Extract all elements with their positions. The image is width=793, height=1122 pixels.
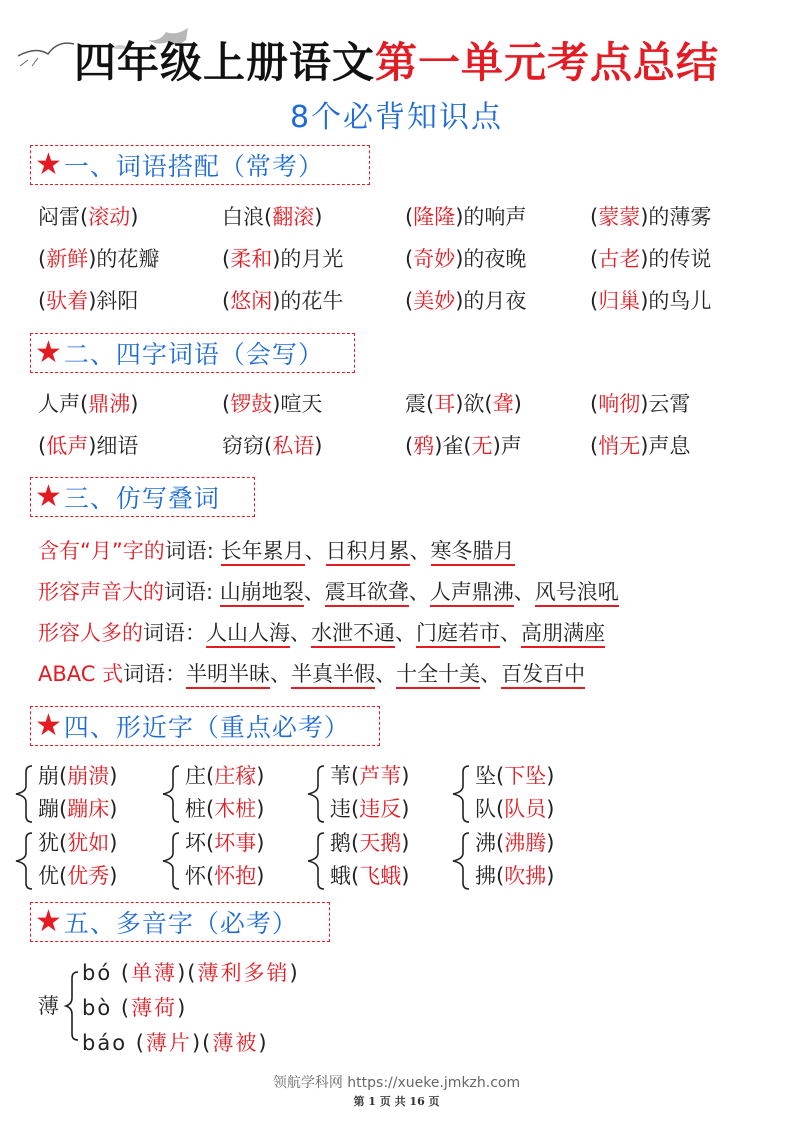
similar-char-item	[330, 793, 409, 826]
collocation-item	[38, 245, 159, 273]
idiom-answer: 聋	[492, 392, 514, 416]
reduplication-word: 风号浪吼	[535, 580, 619, 607]
idiom-text: )云霄	[640, 392, 691, 416]
collocation-item	[590, 203, 711, 231]
brace-icon	[12, 831, 36, 891]
paren: )	[191, 1031, 203, 1055]
separator: 、	[290, 621, 311, 645]
polyphone-reading	[82, 957, 300, 990]
paren: )	[109, 831, 118, 855]
pinyin: bò	[82, 996, 121, 1020]
paren: (	[120, 996, 132, 1020]
reduplication-suffix: 词语：	[123, 662, 187, 686]
page-number: 第 1 页 共 16 页	[353, 1095, 440, 1108]
similar-char-word: 崩溃	[67, 764, 110, 788]
polyphone-char: 薄	[38, 994, 59, 1018]
separator: 、	[270, 662, 292, 686]
idiom-answer: 耳	[434, 392, 456, 416]
idiom-text: )细语	[88, 434, 139, 458]
collocation-answer: 翻滚	[272, 205, 315, 229]
reduplication-word: 百发百中	[501, 662, 585, 689]
page-subtitle: 8个必背知识点	[289, 100, 504, 135]
paren: (	[206, 864, 215, 888]
similar-char: 蹦	[38, 797, 59, 821]
polyphone-word: 薄片	[145, 1031, 192, 1055]
collocation-text: (	[405, 247, 414, 271]
paren: )	[546, 764, 555, 788]
reduplication-line	[38, 577, 619, 607]
star-icon: ★	[35, 708, 62, 743]
similar-char-word: 下坠	[504, 764, 547, 788]
brace-icon	[12, 764, 36, 824]
title-black-part: 四年级上册语文	[73, 38, 375, 87]
reduplication-word: 半真半假	[291, 662, 375, 689]
similar-char: 沸	[475, 831, 496, 855]
idiom-text: 窃窃(	[222, 434, 273, 458]
paren: (	[351, 864, 360, 888]
idiom-text: )欲(	[455, 392, 493, 416]
star-icon: ★	[35, 904, 62, 939]
page-title	[0, 30, 793, 90]
similar-char-word: 优秀	[67, 864, 110, 888]
idiom-answer: 无	[471, 434, 493, 458]
idiom-text: )喧天	[272, 392, 323, 416]
collocation-item	[405, 287, 526, 315]
idiom-answer: 私语	[272, 434, 315, 458]
title-red-part: 第一单元考点总结	[375, 38, 720, 87]
idiom-text: (	[590, 434, 599, 458]
star-icon: ★	[35, 147, 62, 182]
similar-char: 桩	[185, 797, 206, 821]
separator: 、	[395, 621, 416, 645]
paren: (	[135, 1031, 146, 1055]
collocation-text: 白浪(	[222, 205, 273, 229]
idiom-item	[38, 390, 138, 418]
similar-char-item	[38, 860, 117, 893]
similar-char-word: 坏事	[214, 831, 257, 855]
paren: (	[59, 764, 68, 788]
brace-icon	[304, 831, 328, 891]
section-title: 二、四字词语（会写）	[63, 340, 324, 369]
collocation-text: (	[38, 247, 47, 271]
similar-char-word: 队员	[504, 797, 547, 821]
polyphone-word: 薄利多销	[197, 961, 290, 985]
collocation-answer: 归巢	[598, 289, 641, 313]
separator: 、	[500, 621, 521, 645]
pinyin: bó	[82, 961, 121, 985]
collocation-text: )	[130, 205, 139, 229]
paren: )	[546, 831, 555, 855]
idiom-text: (	[38, 434, 47, 458]
reduplication-label: 含有“月”字的	[38, 539, 165, 563]
brace-icon	[159, 831, 183, 891]
reduplication-line	[38, 618, 605, 648]
paren: (	[496, 831, 505, 855]
polyphone-word: 薄荷	[131, 996, 178, 1020]
paren: (	[351, 764, 360, 788]
paren: )	[256, 864, 265, 888]
paren: )	[177, 961, 188, 985]
collocation-text: )的鸟儿	[640, 289, 712, 313]
similar-char: 蛾	[330, 864, 351, 888]
idiom-text: (	[590, 392, 599, 416]
similar-char-item	[330, 827, 409, 860]
paren: )	[401, 864, 410, 888]
paren: )	[546, 864, 555, 888]
similar-char-item	[475, 860, 554, 893]
collocation-text: )的花瓣	[88, 247, 160, 271]
collocation-answer: 驮着	[46, 289, 89, 313]
polyphone-reading	[82, 992, 187, 1025]
similar-char-item	[475, 793, 554, 826]
idiom-answer: 鼎沸	[88, 392, 131, 416]
collocation-text: (	[590, 247, 599, 271]
similar-char: 违	[330, 797, 351, 821]
similar-char: 崩	[38, 764, 59, 788]
similar-char-word: 庄稼	[214, 764, 257, 788]
collocation-answer: 新鲜	[46, 247, 89, 271]
paren: (	[59, 864, 68, 888]
reduplication-word: 人声鼎沸	[430, 580, 514, 607]
paren: (	[59, 831, 68, 855]
collocation-text: )的夜晚	[455, 247, 527, 271]
section-title: 一、词语搭配（常考）	[63, 152, 324, 181]
reduplication-label: 形容声音大的	[38, 580, 164, 604]
collocation-item	[38, 287, 138, 315]
section-heading-four-char	[30, 333, 355, 373]
star-icon: ★	[35, 335, 62, 370]
collocation-item	[38, 203, 138, 231]
reduplication-word: 水泄不通	[311, 621, 395, 648]
paren: (	[206, 764, 215, 788]
idiom-item	[222, 432, 322, 460]
similar-char: 拂	[475, 864, 496, 888]
section-title: 四、形近字（重点必考）	[63, 713, 350, 742]
similar-char-word: 怀抱	[214, 864, 257, 888]
paren: )	[401, 764, 410, 788]
similar-char-word: 芦苇	[359, 764, 402, 788]
collocation-text: )的薄雾	[640, 205, 712, 229]
similar-char-word: 违反	[359, 797, 402, 821]
idiom-item	[405, 432, 522, 460]
paren: )	[177, 996, 188, 1020]
similar-char-item	[38, 827, 117, 860]
idiom-item	[590, 390, 690, 418]
reduplication-word: 人山人海	[206, 621, 290, 648]
collocation-text: )斜阳	[88, 289, 139, 313]
reduplication-suffix: 词语：	[143, 621, 206, 645]
paren: )	[109, 764, 118, 788]
collocation-answer: 隆隆	[413, 205, 456, 229]
collocation-text: )的传说	[640, 247, 712, 271]
polyphone-word: 薄被	[212, 1031, 259, 1055]
collocation-item	[590, 245, 711, 273]
paren: )	[256, 831, 265, 855]
similar-char: 庄	[185, 764, 206, 788]
collocation-answer: 柔和	[230, 247, 273, 271]
section-heading-similar-chars	[30, 706, 380, 746]
brace-icon	[449, 764, 473, 824]
idiom-text: (	[222, 392, 231, 416]
reduplication-word: 日积月累	[326, 539, 410, 566]
similar-char-item	[38, 793, 117, 826]
reduplication-suffix: 词语:	[164, 539, 221, 563]
paren: (	[202, 1031, 213, 1055]
similar-char: 坠	[475, 764, 496, 788]
separator: 、	[303, 580, 325, 604]
collocation-text: )	[314, 205, 323, 229]
separator: 、	[408, 580, 430, 604]
similar-char-word: 沸腾	[504, 831, 547, 855]
idiom-text: 震(	[405, 392, 435, 416]
similar-char-item	[330, 760, 409, 793]
paren: (	[206, 831, 215, 855]
paren: (	[496, 864, 505, 888]
similar-char: 坏	[185, 831, 206, 855]
collocation-text: (	[590, 205, 599, 229]
paren: )	[256, 764, 265, 788]
similar-char-word: 蹦床	[67, 797, 110, 821]
similar-char-item	[38, 760, 117, 793]
separator: 、	[375, 662, 397, 686]
similar-char: 优	[38, 864, 59, 888]
collocation-text: )的月夜	[455, 289, 527, 313]
reduplication-word: 高朋满座	[521, 621, 605, 648]
separator: 、	[409, 539, 431, 563]
similar-char: 鹅	[330, 831, 351, 855]
brace-icon	[449, 831, 473, 891]
idiom-answer: 响彻	[598, 392, 641, 416]
collocation-text: )的花牛	[272, 289, 344, 313]
collocation-item	[405, 203, 526, 231]
brace-icon	[304, 764, 328, 824]
collocation-item	[590, 287, 711, 315]
paren: (	[120, 961, 132, 985]
similar-char-item	[185, 827, 264, 860]
paren: )	[289, 961, 300, 985]
idiom-answer: 低声	[46, 434, 89, 458]
paren: (	[59, 797, 68, 821]
paren: (	[496, 797, 505, 821]
similar-char-word: 犹如	[67, 831, 110, 855]
reduplication-word: 长年累月	[221, 539, 305, 566]
idiom-text: )	[513, 392, 522, 416]
reduplication-label: 形容人多的	[38, 621, 143, 645]
paren: )	[109, 797, 118, 821]
separator: 、	[480, 662, 502, 686]
reduplication-word: 半明半昧	[186, 662, 270, 689]
reduplication-line	[38, 659, 585, 689]
section-title: 五、多音字（必考）	[63, 909, 298, 938]
collocation-text: 闷雷(	[38, 205, 89, 229]
collocation-text: (	[222, 247, 231, 271]
similar-char-word: 木桩	[214, 797, 257, 821]
idiom-answer: 鸦	[413, 434, 435, 458]
collocation-answer: 蒙蒙	[598, 205, 641, 229]
collocation-text: )的响声	[455, 205, 527, 229]
reduplication-line	[38, 536, 515, 566]
idiom-item	[222, 390, 322, 418]
idiom-answer: 悄无	[598, 434, 641, 458]
separator: 、	[513, 580, 535, 604]
reduplication-word: 寒冬腊月	[431, 539, 515, 566]
idiom-answer: 锣鼓	[230, 392, 273, 416]
similar-char: 怀	[185, 864, 206, 888]
reduplication-word: 门庭若市	[416, 621, 500, 648]
collocation-answer: 古老	[598, 247, 641, 271]
similar-char-item	[330, 860, 409, 893]
collocation-answer: 滚动	[88, 205, 131, 229]
paren: )	[256, 797, 265, 821]
collocation-item	[405, 245, 526, 273]
paren: (	[496, 764, 505, 788]
idiom-item	[590, 432, 690, 460]
similar-char-item	[475, 760, 554, 793]
collocation-text: (	[222, 289, 231, 313]
section-title: 三、仿写叠词	[63, 484, 220, 513]
collocation-answer: 奇妙	[413, 247, 456, 271]
similar-char-item	[475, 827, 554, 860]
pinyin: báo	[82, 1031, 136, 1055]
reduplication-word: 山崩地裂	[220, 580, 304, 607]
star-icon: ★	[35, 479, 62, 514]
paren: (	[351, 831, 360, 855]
idiom-text: )声	[492, 434, 522, 458]
similar-char: 犹	[38, 831, 59, 855]
section-heading-collocations	[30, 145, 370, 185]
collocation-text: (	[590, 289, 599, 313]
similar-char-item	[185, 760, 264, 793]
similar-char: 队	[475, 797, 496, 821]
collocation-text: (	[38, 289, 47, 313]
polyphone-reading	[82, 1027, 269, 1060]
paren: )	[401, 831, 410, 855]
footer-source: 领航学科网 https://xueke.jmkzh.com	[272, 1075, 521, 1091]
reduplication-word: 十全十美	[396, 662, 480, 689]
paren: (	[187, 961, 198, 985]
idiom-text: )	[130, 392, 139, 416]
idiom-text: )	[314, 434, 323, 458]
brace-icon	[159, 764, 183, 824]
polyphone-word: 单薄	[131, 961, 178, 985]
reduplication-label: ABAC 式	[38, 662, 124, 686]
idiom-item	[38, 432, 138, 460]
collocation-item	[222, 287, 343, 315]
separator: 、	[304, 539, 326, 563]
paren: (	[351, 797, 360, 821]
similar-char: 苇	[330, 764, 351, 788]
similar-char-word: 飞蛾	[359, 864, 402, 888]
collocation-answer: 美妙	[413, 289, 456, 313]
collocation-text: (	[405, 205, 414, 229]
similar-char-item	[185, 860, 264, 893]
collocation-answer: 悠闲	[230, 289, 273, 313]
idiom-text: 人声(	[38, 392, 89, 416]
collocation-text: (	[405, 289, 414, 313]
idiom-text: )声息	[640, 434, 691, 458]
idiom-text: (	[405, 434, 414, 458]
idiom-item	[405, 390, 522, 418]
paren: )	[258, 1031, 269, 1055]
paren: )	[401, 797, 410, 821]
reduplication-suffix: 词语:	[164, 580, 220, 604]
brace-icon	[62, 968, 80, 1048]
reduplication-word: 震耳欲聋	[325, 580, 409, 607]
paren: (	[206, 797, 215, 821]
idiom-text: )雀(	[434, 434, 472, 458]
section-heading-polyphone	[30, 902, 330, 942]
similar-char-word: 吹拂	[504, 864, 547, 888]
similar-char-item	[185, 793, 264, 826]
collocation-item	[222, 203, 322, 231]
paren: )	[546, 797, 555, 821]
paren: )	[109, 864, 118, 888]
collocation-item	[222, 245, 343, 273]
collocation-text: )的月光	[272, 247, 344, 271]
similar-char-word: 天鹅	[359, 831, 402, 855]
section-heading-reduplication	[30, 477, 255, 517]
